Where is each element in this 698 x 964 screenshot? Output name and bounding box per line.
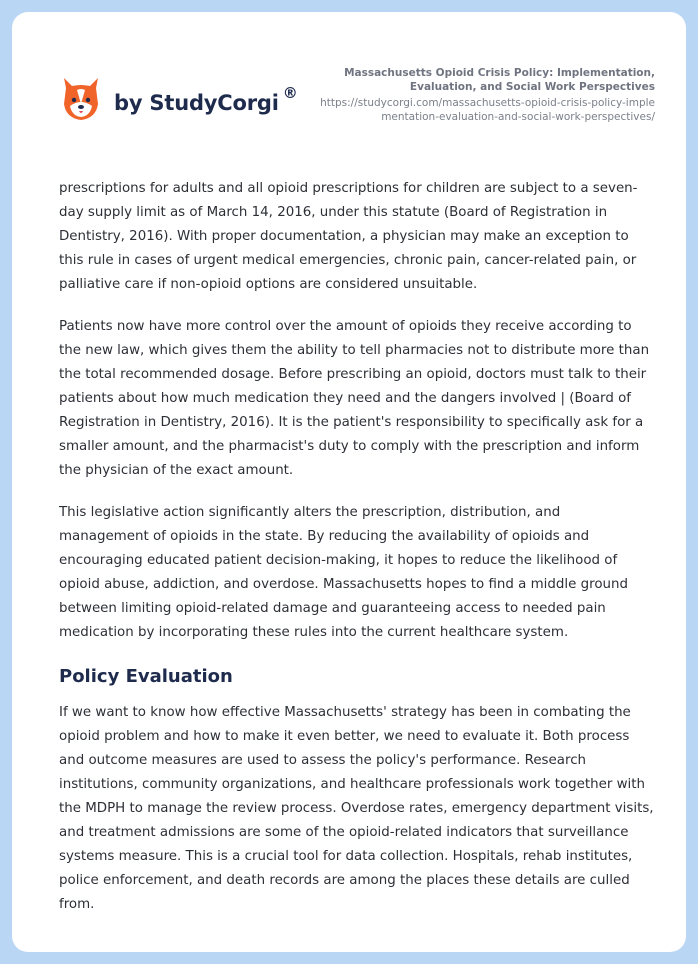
document-url[interactable]: https://studycorgi.com/massachusetts-opioid-crisis-policy-implementation-evaluation-and-social-work-perspectives/ bbox=[320, 97, 655, 123]
registered-mark: ® bbox=[282, 84, 298, 102]
document-page bbox=[12, 12, 686, 952]
document-body bbox=[59, 177, 654, 935]
paragraph-2: Patients now have more control over the amount of opioids they receive according to the new law, which gives them the ability to tell pharmacies not to distribute more than the total recommended dosage. Before prescribing an opioid, doctors must talk to their patients about how much medication they need and the dangers involved | (Board of Registration in Dentistry, 2016). It is the patient's responsibility to specifically ask for a smaller amount, and the pharmacist's duty to comply with the prescription and inform the physician of the exact amount. bbox=[59, 319, 650, 478]
paragraph-1: prescriptions for adults and all opioid prescriptions for children are subject to a seven-day supply limit as of March 14, 2016, under this statute (Board of Registration in Dentistry, 2016). With proper documentation, a physician may make an exception to this rule in cases of urgent medical emergencies, chronic pain, cancer-related pain, or palliative care if non-opioid options are considered unsuitable. bbox=[59, 181, 638, 292]
document-title: Massachusetts Opioid Crisis Policy: Implementation, Evaluation, and Social Work Perspectives bbox=[344, 67, 655, 93]
paragraph-4: If we want to know how effective Massachusetts' strategy has been in combating the opioid problem and how to make it even better, we need to evaluate it. Both process and outcome measures are used to assess the policy's performance. Research institutions, community organizations, and healthcare professionals work together with the MDPH to manage the review process. Overdose rates, emergency department visits, and treatment admissions are some of the opioid-related indicators that surveillance systems measure. This is a crucial tool for data collection. Hospitals, rehab institutes, police enforcement, and death records are among the places these details are culled from. bbox=[59, 705, 654, 912]
page-header bbox=[12, 12, 686, 162]
corgi-logo-icon bbox=[60, 76, 102, 122]
studycorgi-logo[interactable] bbox=[60, 76, 298, 122]
paragraph-3: This legislative action significantly alters the prescription, distribution, and management of opioids in the state. By reducing the availability of opioids and encouraging educated patient decision-making, it hopes to reduce the likelihood of opioid abuse, addiction, and overdose. Massachusetts hopes to find a middle ground between limiting opioid-related damage and guaranteeing access to needed pain medication by incorporating these rules into the current healthcare system. bbox=[59, 505, 628, 640]
logo-text: by StudyCorgi bbox=[114, 91, 279, 115]
document-meta bbox=[315, 66, 655, 124]
section-heading: Policy Evaluation bbox=[59, 666, 233, 687]
